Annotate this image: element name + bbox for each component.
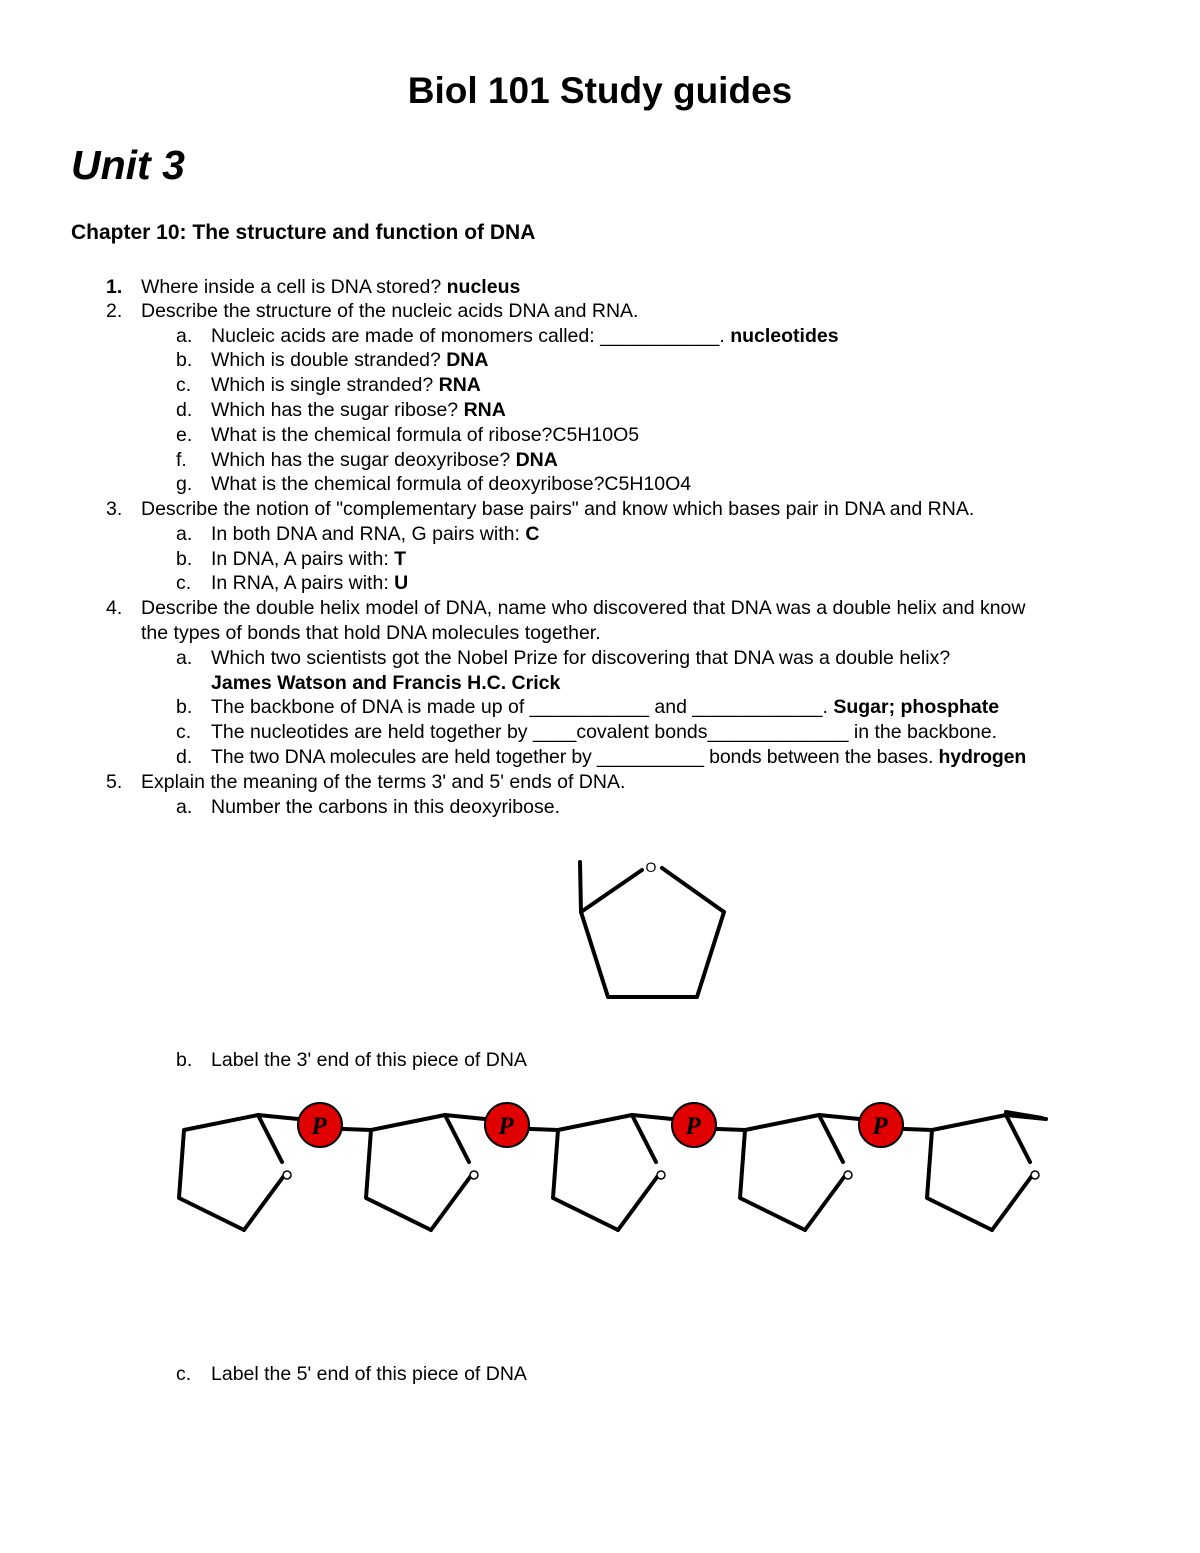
q4-a-text: Which two scientists got the Nobel Prize for discovering that DNA was a double helix? (211, 647, 951, 669)
sugar-bond (244, 1173, 286, 1230)
sugar-oxygen-icon (1031, 1171, 1039, 1179)
ring-bond-tail (580, 862, 581, 912)
question-3-text: Describe the notion of "complementary base pairs" and know which bases pair in DNA and RNA. (141, 498, 975, 520)
question-5-text: Explain the meaning of the terms 3' and 5' ends of DNA. (141, 771, 626, 793)
phosphate-label: P (685, 1113, 701, 1140)
sugar-bond (618, 1173, 660, 1230)
sugar-bond (819, 1115, 843, 1162)
answer: T (394, 548, 407, 570)
q5-a-letter: a. (176, 796, 193, 818)
question-text: In DNA, A pairs with: (211, 548, 395, 570)
sugar-bond (431, 1173, 473, 1230)
question-5-number: 5. (106, 771, 123, 793)
q3-a-letter: a. (176, 523, 193, 545)
answer: DNA (446, 349, 489, 371)
question-2-number: 2. (106, 300, 123, 322)
sugar-bond (992, 1173, 1034, 1230)
sugar-oxygen-icon (844, 1171, 852, 1179)
sugar-oxygen-icon (283, 1171, 291, 1179)
q2-g-letter: g. (176, 473, 193, 495)
q2-c-letter: c. (176, 374, 192, 396)
sugar-bond (179, 1115, 258, 1230)
sugar-ring (366, 1115, 478, 1230)
question-number: 1. (106, 276, 123, 298)
chapter-title: Chapter 10: The structure and function of DNA (71, 221, 536, 244)
phosphate-group (298, 1103, 342, 1147)
q5-c-letter: c. (176, 1363, 192, 1385)
ring-bond (662, 868, 724, 912)
q4-d-letter: d. (176, 746, 193, 768)
q2-b-letter: b. (176, 349, 193, 371)
q4-c-letter: c. (176, 721, 192, 743)
question-text: The backbone of DNA is made up of ___________ and ____________. (211, 696, 834, 718)
sugar-bond (740, 1115, 819, 1230)
phosphate-group (485, 1103, 529, 1147)
q4-b-letter: b. (176, 696, 193, 718)
unit-title: Unit 3 (71, 142, 185, 188)
answer: nucleotides (730, 325, 839, 347)
q2-e-letter: e. (176, 424, 193, 446)
sugar-ring (179, 1115, 291, 1230)
question-text: In both DNA and RNA, G pairs with: (211, 523, 526, 545)
question-2-text: Describe the structure of the nucleic acids DNA and RNA. (141, 300, 639, 322)
phosphodiester-bond (445, 1115, 485, 1119)
sugar-bond (366, 1115, 445, 1230)
question-text: Which has the sugar ribose? (211, 399, 464, 421)
q4-a-answer: James Watson and Francis H.C. Crick (211, 672, 561, 694)
phosphodiester-bond (819, 1115, 859, 1119)
q2-g-text: What is the chemical formula of deoxyribose?C5H10O4 (211, 473, 692, 495)
q5-b-letter: b. (176, 1049, 193, 1071)
q5-c-text: Label the 5' end of this piece of DNA (211, 1363, 527, 1385)
phosphodiester-bond (632, 1115, 672, 1119)
sugar-bond (553, 1115, 632, 1230)
ring-bond (581, 912, 724, 997)
q4-c-text: The nucleotides are held together by ____covalent bonds_____________ in the backbone. (211, 721, 998, 743)
question-text: Which has the sugar deoxyribose? (211, 449, 516, 471)
sugar-bond (927, 1115, 1006, 1230)
question-text: Which is single stranded? (211, 374, 439, 396)
q2-a-letter: a. (176, 325, 193, 347)
phosphate-label: P (311, 1113, 327, 1140)
answer: C (525, 523, 540, 545)
q2-e-text: What is the chemical formula of ribose?C5H10O5 (211, 424, 640, 446)
q5-a-text: Number the carbons in this deoxyribose. (211, 796, 561, 818)
dna-strand (179, 1103, 1046, 1230)
q3-c-letter: c. (176, 572, 192, 594)
answer: DNA (515, 449, 558, 471)
question-text: The two DNA molecules are held together by __________ bonds between the bases. (211, 746, 939, 768)
question-4-text-line-2: the types of bonds that hold DNA molecules together. (141, 622, 601, 644)
sugar-bond (258, 1115, 282, 1162)
question-3-number: 3. (106, 498, 123, 520)
sugar-ring (553, 1115, 665, 1230)
question-4-number: 4. (106, 597, 123, 619)
q2-f-letter: f. (176, 449, 187, 471)
phosphate-label: P (498, 1113, 514, 1140)
sugar-oxygen-icon (657, 1171, 665, 1179)
answer: RNA (463, 399, 506, 421)
question-text: Which is double stranded? (211, 349, 447, 371)
q4-a-letter: a. (176, 647, 193, 669)
sugar-bond (1006, 1115, 1030, 1162)
question-text: Nucleic acids are made of monomers called: ___________. (211, 325, 731, 347)
sugar-bond (632, 1115, 656, 1162)
sugar-bond (445, 1115, 469, 1162)
document-title: Biol 101 Study guides (407, 70, 793, 111)
answer: hydrogen (938, 746, 1027, 768)
phosphate-group (672, 1103, 716, 1147)
sugar-bond (805, 1173, 847, 1230)
question-text: Where inside a cell is DNA stored? (141, 276, 447, 298)
phosphate-group (859, 1103, 903, 1147)
ring-bond (581, 870, 642, 912)
phosphate-label: P (872, 1113, 888, 1140)
answer: nucleus (446, 276, 521, 298)
sugar-ring (740, 1115, 852, 1230)
sugar-oxygen-icon (470, 1171, 478, 1179)
answer: U (394, 572, 409, 594)
sugar-ring (927, 1115, 1039, 1230)
q5-b-text: Label the 3' end of this piece of DNA (211, 1049, 527, 1071)
q3-b-letter: b. (176, 548, 193, 570)
phosphodiester-bond (258, 1115, 298, 1119)
deoxyribose-ring (580, 862, 724, 997)
ring-oxygen-label: O (645, 859, 657, 875)
question-text: In RNA, A pairs with: (211, 572, 395, 594)
question-4-text-line-1: Describe the double helix model of DNA, name who discovered that DNA was a double helix and know (141, 597, 1026, 619)
answer: RNA (438, 374, 481, 396)
q2-d-letter: d. (176, 399, 193, 421)
answer: Sugar; phosphate (833, 696, 1000, 718)
